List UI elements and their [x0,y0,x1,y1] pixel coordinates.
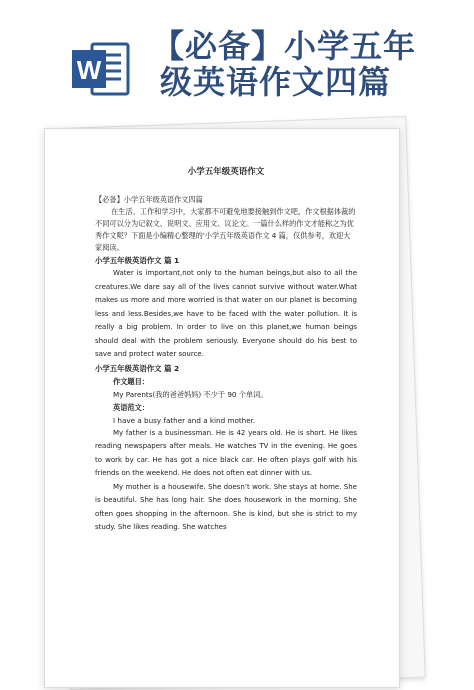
page-title [152,28,472,100]
document-page [44,128,400,688]
essay-1-heading: 小学五年级英语作文 篇 1 [95,256,180,265]
intro-paragraph: 在生活、工作和学习中，大家都不可避免地要接触到作文吧，作文根据体裁的不同可以分为记叙文、说明文、应用文、议论文。一篇什么样的作文才能称之为优秀作文呢？下面是小编精心整理的'小学五年级英语作文 4 篇，仅供参考，欢迎大家阅读。 [95,207,356,252]
sample-line-1: I have a busy father and a kind mother. [113,415,256,425]
essay-2-heading: 小学五年级英语作文 篇 2 [95,363,180,373]
title-line-2: 级英语作文四篇 [160,63,392,101]
document-title: 小学五年级英语作文 [187,167,265,177]
sample-label: 英语范文： [113,402,149,412]
topic-label: 作文题目： [113,376,149,386]
topic-text: My Parents(我的爸爸妈妈) 不少于 90 个单词。 [113,389,268,399]
sample-paragraph-3: My mother is a housewife. She doesn’t work. She stays at home. She is beautiful. She has long hair. She does housework in the morning. She often goes shopping in the afternoon. She is kind, but she is strict to my study. She likes reading. She watches [95,482,357,531]
word-document-icon [70,38,132,100]
sample-paragraph-2: My father is a businessman. He is 42 years old. He is short. He likes reading newspapers after meals. He watches TV in the evening. He goes to work by car. He has got a nice black car. He often plays golf with his friends on the weekend. He does not often eat dinner with us. [95,428,357,477]
word-icon-letter: W [76,55,102,85]
document-header [0,0,474,118]
intro-label: 【必备】小学五年级英语作文四篇 [95,195,203,204]
title-line-1: 【必备】小学五年 [152,27,417,65]
essay-1-text: Water is important,not only to the human beings,but also to all the creatures.We dare say all of the lives cannot survive without water.What makes us more and more worried is that water on our planet is becoming less and less.Besides,we have to be faced with the water pollution. It is really a big problem. In order to live on this planet,we human beings should deal with the problem seriously. Everyone should do his best to save and protect water source. [95,269,357,358]
